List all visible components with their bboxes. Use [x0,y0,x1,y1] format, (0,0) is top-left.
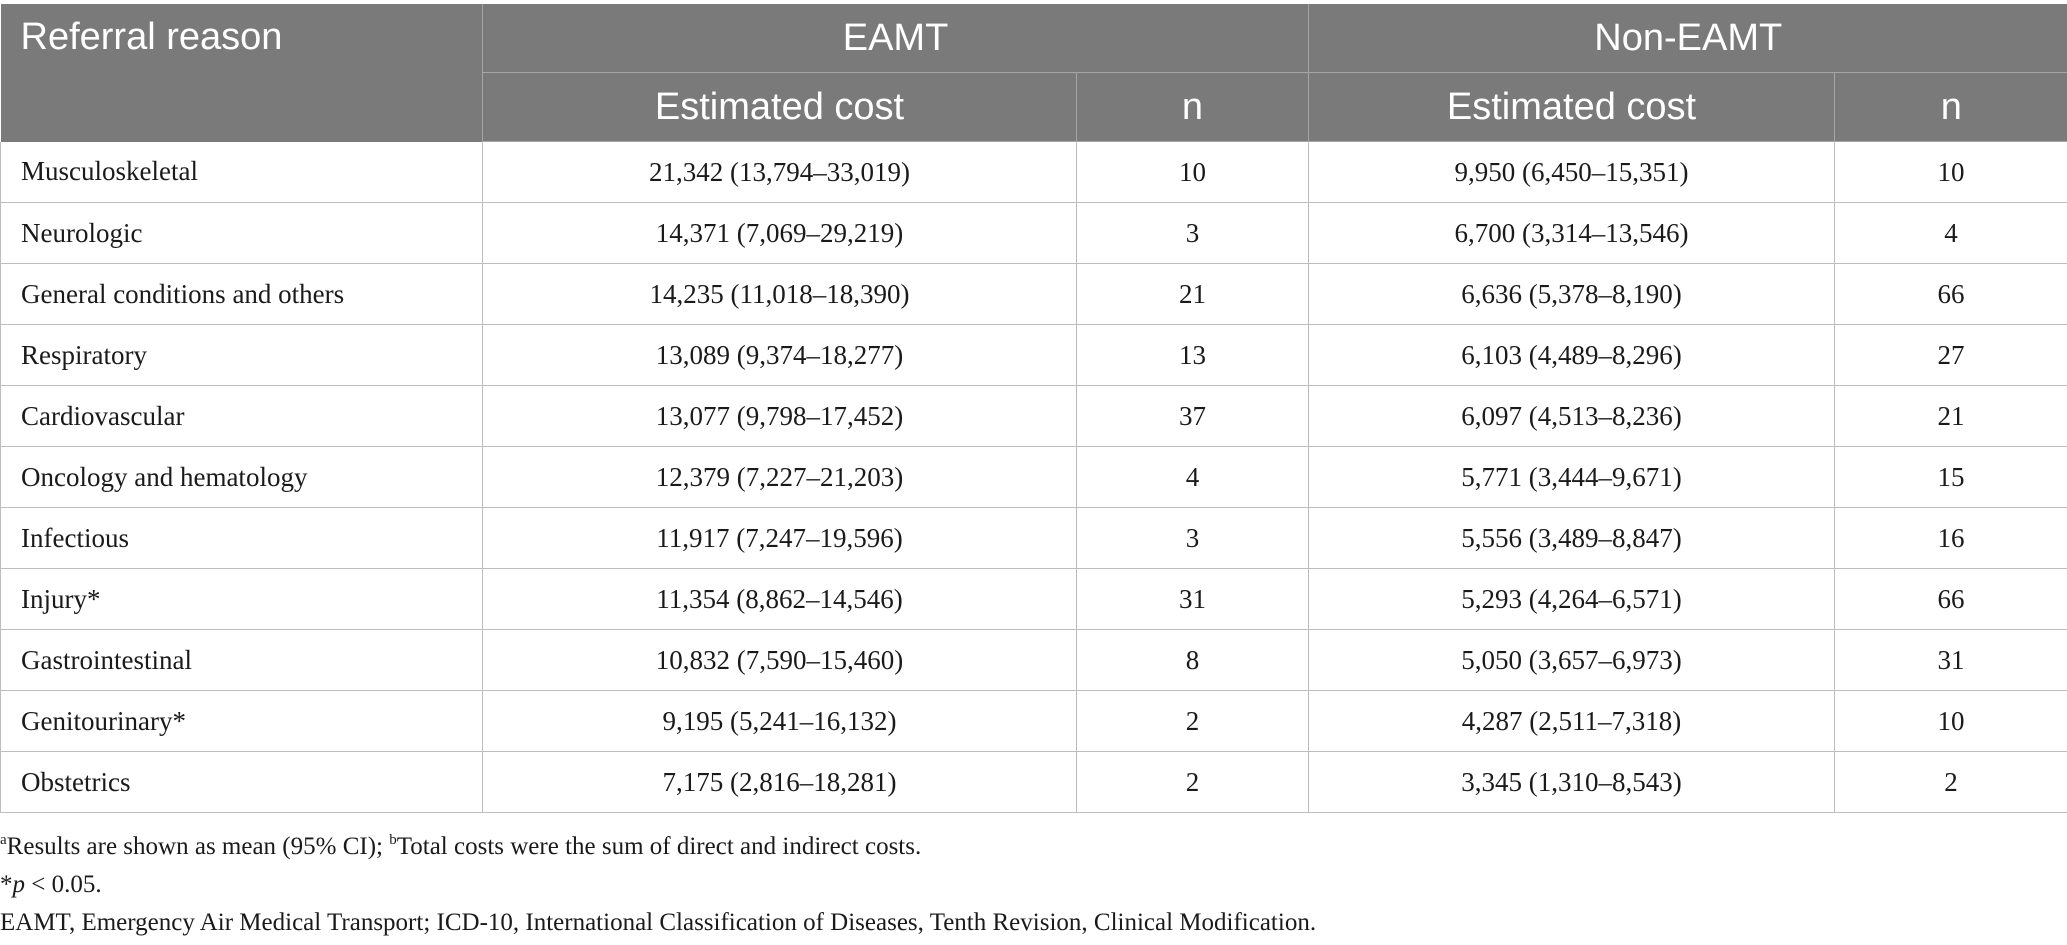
cell-referral-reason: Neurologic [1,203,483,264]
cell-non-eamt-estimated-cost: 6,103 (4,489–8,296) [1309,325,1835,386]
footnote-p-threshold: < 0.05. [25,871,102,898]
cell-eamt-estimated-cost: 14,371 (7,069–29,219) [483,203,1077,264]
cell-eamt-estimated-cost: 11,354 (8,862–14,546) [483,569,1077,630]
cell-referral-reason: Obstetrics [1,752,483,813]
footnote-star: * [0,871,13,898]
cell-eamt-n: 8 [1077,630,1309,691]
table-row [1,203,2067,264]
cost-table [0,4,2067,813]
cell-eamt-estimated-cost: 10,832 (7,590–15,460) [483,630,1077,691]
cell-non-eamt-n: 10 [1835,142,2067,203]
cell-non-eamt-n: 15 [1835,447,2067,508]
header-eamt-estimated-cost: Estimated cost [483,73,1077,142]
cell-non-eamt-estimated-cost: 6,700 (3,314–13,546) [1309,203,1835,264]
table-row [1,264,2067,325]
footnote-marker-b: b [389,832,397,848]
cell-non-eamt-n: 66 [1835,264,2067,325]
cell-referral-reason: Gastrointestinal [1,630,483,691]
cell-referral-reason: Injury* [1,569,483,630]
footnote-results [0,828,2067,866]
table-footnotes [0,828,2067,942]
cost-table-container [0,4,2067,813]
cell-non-eamt-n: 21 [1835,386,2067,447]
cell-referral-reason: Genitourinary* [1,691,483,752]
cell-non-eamt-estimated-cost: 9,950 (6,450–15,351) [1309,142,1835,203]
cell-eamt-n: 21 [1077,264,1309,325]
cell-eamt-estimated-cost: 11,917 (7,247–19,596) [483,508,1077,569]
table-row [1,569,2067,630]
table-row [1,447,2067,508]
cell-non-eamt-estimated-cost: 5,293 (4,264–6,571) [1309,569,1835,630]
footnote-abbreviations: EAMT, Emergency Air Medical Transport; ICD-10, International Classification of Diseases, Tenth Revision, Clinical Modification. [0,909,1317,936]
cell-non-eamt-n: 2 [1835,752,2067,813]
cell-non-eamt-n: 4 [1835,203,2067,264]
table-row [1,325,2067,386]
cell-eamt-estimated-cost: 21,342 (13,794–33,019) [483,142,1077,203]
cell-eamt-n: 13 [1077,325,1309,386]
cell-eamt-n: 2 [1077,691,1309,752]
table-row [1,142,2067,203]
table-body [1,142,2067,813]
table-row [1,386,2067,447]
cell-referral-reason: General conditions and others [1,264,483,325]
cell-referral-reason: Infectious [1,508,483,569]
cell-non-eamt-n: 10 [1835,691,2067,752]
table-row [1,630,2067,691]
header-group-non-eamt: Non-EAMT [1309,4,2067,73]
cell-non-eamt-estimated-cost: 6,636 (5,378–8,190) [1309,264,1835,325]
footnote-marker-a: a [0,832,7,848]
cell-referral-reason: Cardiovascular [1,386,483,447]
cell-eamt-estimated-cost: 14,235 (11,018–18,390) [483,264,1077,325]
table-header [1,4,2067,142]
cell-referral-reason: Oncology and hematology [1,447,483,508]
header-non-eamt-n: n [1835,73,2067,142]
cell-non-eamt-n: 27 [1835,325,2067,386]
cell-non-eamt-estimated-cost: 6,097 (4,513–8,236) [1309,386,1835,447]
cell-eamt-n: 3 [1077,508,1309,569]
cell-eamt-estimated-cost: 7,175 (2,816–18,281) [483,752,1077,813]
footnote-p-symbol: p [12,871,25,898]
header-group-eamt: EAMT [483,4,1309,73]
footnote-results-text: Results are shown as mean (95% CI); [6,833,390,860]
footnote-total-costs-text: Total costs were the sum of direct and indirect costs. [396,833,922,860]
cell-non-eamt-estimated-cost: 5,050 (3,657–6,973) [1309,630,1835,691]
cell-non-eamt-n: 16 [1835,508,2067,569]
header-non-eamt-estimated-cost: Estimated cost [1309,73,1835,142]
table-row [1,691,2067,752]
table-row [1,752,2067,813]
cell-non-eamt-n: 66 [1835,569,2067,630]
cell-eamt-estimated-cost: 9,195 (5,241–16,132) [483,691,1077,752]
cell-eamt-estimated-cost: 12,379 (7,227–21,203) [483,447,1077,508]
cell-non-eamt-estimated-cost: 3,345 (1,310–8,543) [1309,752,1835,813]
cell-non-eamt-estimated-cost: 5,771 (3,444–9,671) [1309,447,1835,508]
footnote-significance [0,866,2067,904]
cell-eamt-estimated-cost: 13,077 (9,798–17,452) [483,386,1077,447]
cell-eamt-n: 10 [1077,142,1309,203]
header-referral-reason: Referral reason [1,4,483,142]
cell-eamt-estimated-cost: 13,089 (9,374–18,277) [483,325,1077,386]
cell-non-eamt-estimated-cost: 5,556 (3,489–8,847) [1309,508,1835,569]
cell-eamt-n: 37 [1077,386,1309,447]
cell-non-eamt-estimated-cost: 4,287 (2,511–7,318) [1309,691,1835,752]
cell-referral-reason: Musculoskeletal [1,142,483,203]
cell-referral-reason: Respiratory [1,325,483,386]
cell-eamt-n: 31 [1077,569,1309,630]
cell-non-eamt-n: 31 [1835,630,2067,691]
cell-eamt-n: 3 [1077,203,1309,264]
cell-eamt-n: 2 [1077,752,1309,813]
cell-eamt-n: 4 [1077,447,1309,508]
table-row [1,508,2067,569]
header-eamt-n: n [1077,73,1309,142]
